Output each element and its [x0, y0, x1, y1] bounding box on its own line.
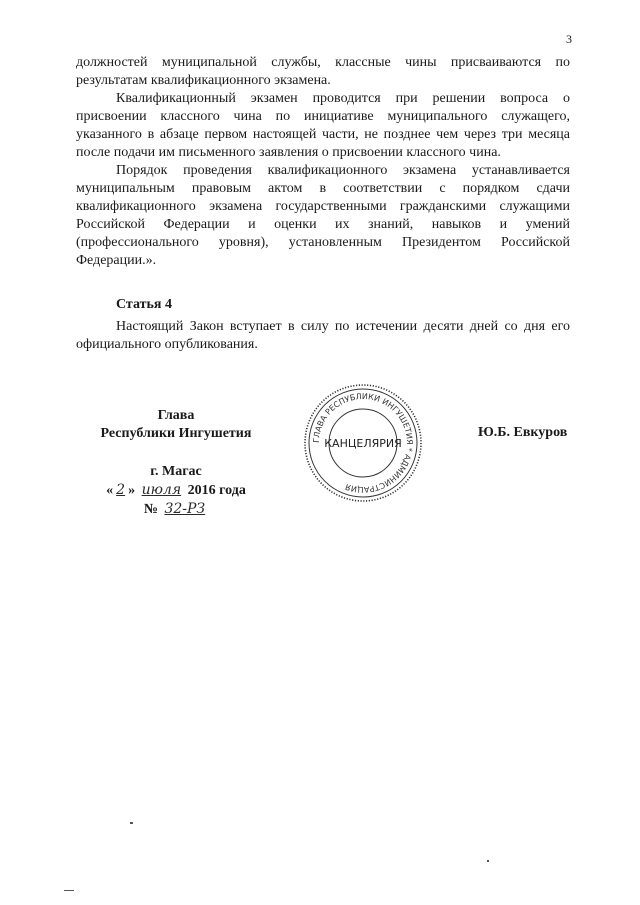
seal-ring-text: ГЛАВА РЕСПУБЛИКИ ИНГУШЕТИЯ * АДМИНИСТРАЦИЯ [311, 391, 415, 495]
paragraph-3: Порядок проведения квалификационного экзамена устанавливается муниципальным правовым актом в соответствии с порядком сдачи квалификационного экзамена государственными гражданскими служащими Российской Федерации и оценки их знаний, навыков и умений (профессионального уровня), установленным Президентом Российской Федерации.». [76, 163, 570, 268]
paragraph-2: Квалификационный экзамен проводится при решении вопроса о присвоении классного чина по инициативе муниципального служащего, указанного в абзаце первом настоящей части, не позднее чем через три месяца после подачи им письменного заявления о присвоении классного чина. [76, 91, 570, 160]
seal-center-text: КАНЦЕЛЯРИЯ [324, 437, 402, 450]
paragraph-1: должностей муниципальной службы, классные чины присваиваются по результатам квалификационного экзамена. [76, 55, 570, 88]
date-month: июля [141, 482, 182, 498]
scan-speck [130, 822, 133, 824]
article-heading: Статья 4 [116, 297, 172, 312]
document-number: 32-РЗ [164, 501, 206, 517]
date-line [76, 481, 276, 500]
number-line [76, 500, 276, 519]
signer-name: Ю.Б. Евкуров [478, 425, 568, 440]
signature-title-line2: Республики Ингушетия [100, 426, 252, 441]
signature-title [76, 407, 276, 443]
law-text [76, 54, 570, 270]
date-quote-close: » [128, 483, 136, 498]
date-year: 2016 года [187, 483, 246, 498]
scan-speck [64, 890, 74, 891]
city: г. Магас [150, 464, 202, 479]
article-text: Настоящий Закон вступает в силу по истечении десяти дней со дня его официального опубликования. [76, 319, 570, 352]
page-number: 3 [566, 32, 572, 46]
scan-speck [487, 860, 489, 862]
official-seal [302, 382, 424, 504]
number-prefix: № [143, 502, 158, 517]
date-quote-open: « [106, 483, 114, 498]
signature-title-line1: Глава [157, 408, 195, 423]
place-date-block [76, 462, 276, 519]
date-day: 2 [116, 482, 126, 498]
